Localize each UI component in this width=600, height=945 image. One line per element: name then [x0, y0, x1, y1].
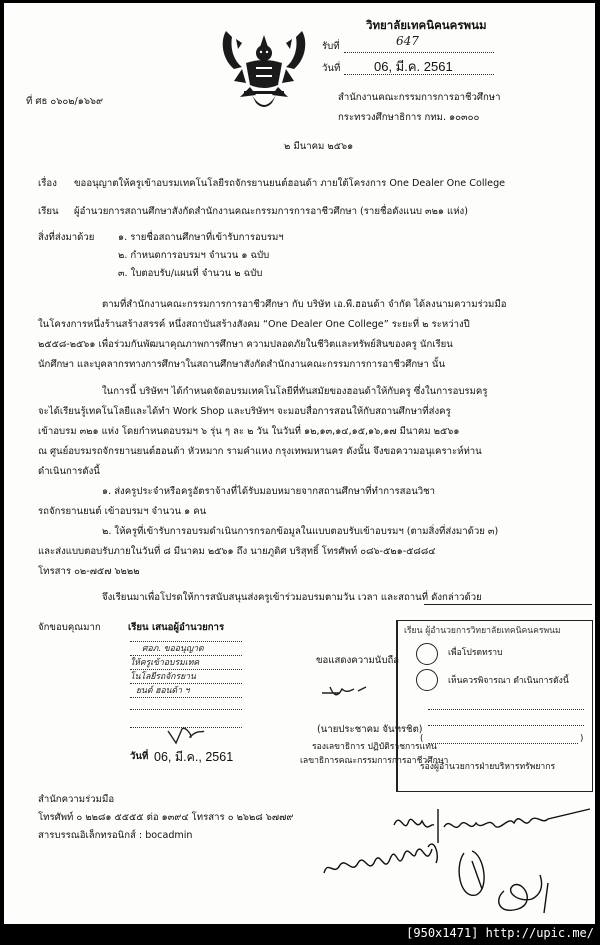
enclosure-item: ๒. กำหนดการอบรมฯ จำนวน ๑ ฉบับ [118, 250, 270, 261]
body-para2-line: เข้าอบรม ๓๒๑ แห่ง โดยกำหนดอบรมฯ ๖ รุ่น ๆ ละ ๒ วัน ในวันที่ ๑๒,๑๓,๑๔,๑๕,๑๖,๑๗ มีนาคม ๒๕๖๑ [38, 426, 460, 437]
signer-position-1: รองเลขาธิการ ปฏิบัติราชการแทน [312, 742, 437, 752]
body-para1-line: ๒๕๕๘-๒๕๖๑ เพื่อร่วมกันพัฒนาคุณภาพการศึกษา ความปลอดภัยในชีวิตและทรัพย์สินของครู นักเรียน [38, 339, 453, 350]
addressee-text: ผู้อำนวยการสถานศึกษาสังกัดสำนักงานคณะกรรมการการอาชีวศึกษา (รายชื่อดังแนบ ๓๒๑ แห่ง) [74, 206, 468, 217]
body-para2-line: จะได้เรียนรู้เทคโนโลยีและได้ทำ Work Shop และบริษัทฯ จะมอบสื่อการสอนให้กับสถานศึกษาที่ส่งครู [38, 406, 451, 417]
sender-office-line1: สำนักงานคณะกรรมการการอาชีวศึกษา [338, 92, 501, 103]
body-item2-line: ๒. ให้ครูที่เข้ารับการอบรมดำเนินการกรอกข้อมูลในแบบตอบรับเข้าอบรมฯ (ตามสิ่งที่ส่งมาด้วย ๓) [102, 526, 499, 537]
garuda-emblem-icon [216, 25, 312, 117]
receipt-no-label: รับที่ [322, 41, 340, 52]
document-page [4, 3, 595, 924]
body-para1-line: ในโครงการหนึ่งร้านสร้างสรรค์ หนึ่งสถาบันสร้างสังคม “One Dealer One College” ระยะที่ ๒ ระหว่างปี [38, 319, 470, 330]
signer-name: (นายประชาคม จันทรชิต) [317, 724, 423, 735]
dotted-line [428, 725, 584, 726]
body-para2-line: ดำเนินการดังนี้ [38, 466, 100, 477]
stamp-paren-close: ) [580, 734, 584, 744]
body-item2-line: และส่งแบบตอบรับภายในวันที่ ๘ มีนาคม ๒๕๖๑ ถึง นายภูดิศ บริสุทธิ์ โทรศัพท์ ๐๘๖-๕๒๑-๕๘๘๔ [38, 546, 436, 557]
handwritten-note-line: ศอภ. ขออนุญาต [130, 643, 242, 656]
handwritten-note-line: ให้ครูเข้าอบรมเทค [130, 657, 242, 670]
stamp-paren-open: ( [420, 734, 424, 744]
subject-text: ขออนุญาตให้ครูเข้าอบรมเทคโนโลยีรถจักรยานยนต์ฮอนด้า ภายใต้โครงการ One Dealer One College [74, 178, 506, 189]
body-para2-line: ณ ศูนย์อบรมรถจักรยานยนต์ฮอนด้า หัวหมาก รามคำแหง กรุงเทพมหานคร ดังนั้น จึงขอความอนุเคราะห์ท่าน [38, 446, 482, 457]
radio-circle-icon[interactable] [416, 643, 438, 665]
annotation-date-label: วันที่ [130, 751, 149, 762]
stamp-role: รองผู้อำนวยการฝ่ายบริหารทรัพยากร [420, 762, 556, 772]
receipt-no-line [344, 39, 494, 53]
contact-phone: โทรศัพท์ ๐ ๒๒๘๑ ๕๕๕๕ ต่อ ๑๓๙๔ โทรสาร ๐ ๒๖๒๘ ๖๗๗๙ [38, 812, 294, 823]
watermark-text: [950x1471] http://upic.me/ [406, 926, 594, 940]
signature-icon [320, 683, 370, 699]
body-item1-line: ๑. ส่งครูประจำหรือครูอัตราจ้างที่ได้รับมอบหมายจากสถานศึกษาที่ทำการสอนวิชา [102, 486, 436, 497]
stamp-option-acknowledge[interactable]: เพื่อโปรดทราบ [448, 648, 503, 658]
doc-date: ๒ มีนาคม ๒๕๖๑ [284, 141, 354, 152]
body-para1-line: ตามที่สำนักงานคณะกรรมการการอาชีวศึกษา กับ บริษัท เอ.พี.ฮอนด้า จำกัด ได้ลงนามความร่วมมือ [102, 299, 507, 310]
doc-number: ที่ ศธ ๐๖๐๒/๑๖๖๙ [26, 96, 104, 107]
enclosures-label: สิ่งที่ส่งมาด้วย [38, 232, 95, 243]
stamp-option-consider[interactable]: เห็นควรพิจารณา ดำเนินการดังนี้ [448, 676, 569, 686]
dotted-line [428, 709, 584, 710]
closing-underline [424, 604, 592, 605]
routing-stamp-box [396, 620, 593, 792]
regards-text: ขอแสดงความนับถือ [316, 655, 400, 666]
receipt-no-value: 647 [396, 34, 419, 48]
sender-office-line2: กระทรวงศึกษาธิการ กทม. ๑๐๓๐๐ [338, 112, 480, 123]
annotation-date-value: 06, มี.ค., 2561 [154, 750, 234, 764]
body-para2-line: ในการนี้ บริษัทฯ ได้กำหนดจัดอบรมเทคโนโลยีที่ทันสมัยของฮอนด้าให้กับครู ซึ่งในการอบรมครู [102, 386, 488, 397]
receipt-date-label: วันที่ [322, 63, 341, 74]
closing-text: จึงเรียนมาเพื่อโปรดให้การสนับสนุนส่งครูเข้าร่วมอบรมตามวัน เวลา และสถานที่ ดังกล่าวด้วย [102, 592, 482, 603]
image-host-watermark-bar [0, 924, 600, 945]
subject-label: เรื่อง [38, 178, 57, 189]
handwritten-signatures-icon [304, 803, 594, 923]
dotted-line [130, 709, 242, 710]
thanks-text: จักขอบคุณมาก [38, 622, 101, 633]
body-para1-line: นักศึกษา และบุคลากรทางการศึกษาในสถานศึกษาสังกัดสำนักงานคณะกรรมการการอาชีวศึกษา นั้น [38, 359, 446, 370]
signer-position-2: เลขาธิการคณะกรรมการการอาชีวศึกษา [300, 756, 449, 766]
enclosure-item: ๓. ใบตอบรับ/แผนที่ จำนวน ๒ ฉบับ [118, 268, 263, 279]
signature-dotted-line [428, 743, 578, 744]
receipt-date-value: 06, มี.ค. 2561 [374, 59, 453, 74]
body-item1-line: รถจักรยานยนต์ เข้าอบรมฯ จำนวน ๑ คน [38, 506, 207, 517]
contact-email: สารบรรณอิเล็กทรอนิกส์ : bocadmin [38, 830, 193, 841]
handwritten-note-line: ยนต์ ฮอนด้า ฯ [130, 685, 242, 698]
stamp-title: เรียน ผู้อำนวยการวิทยาลัยเทคนิคนครพนม [404, 626, 561, 636]
dotted-line [130, 641, 242, 642]
body-item2-line: โทรสาร ๐๒-๗๕๗ ๖๒๒๒ [38, 566, 140, 577]
annotation-title: เรียน เสนอผู้อำนวยการ [128, 622, 225, 633]
radio-circle-icon[interactable] [416, 669, 438, 691]
enclosure-item: ๑. รายชื่อสถานศึกษาที่เข้ารับการอบรมฯ [118, 232, 284, 243]
initials-signature-icon [164, 725, 208, 747]
receiver-org: วิทยาลัยเทคนิคนครพนม [366, 18, 487, 32]
handwritten-note-line: โนโลยีรถจักรยาน [130, 671, 242, 684]
addressee-label: เรียน [38, 206, 59, 217]
contact-office: สำนักความร่วมมือ [38, 794, 115, 805]
